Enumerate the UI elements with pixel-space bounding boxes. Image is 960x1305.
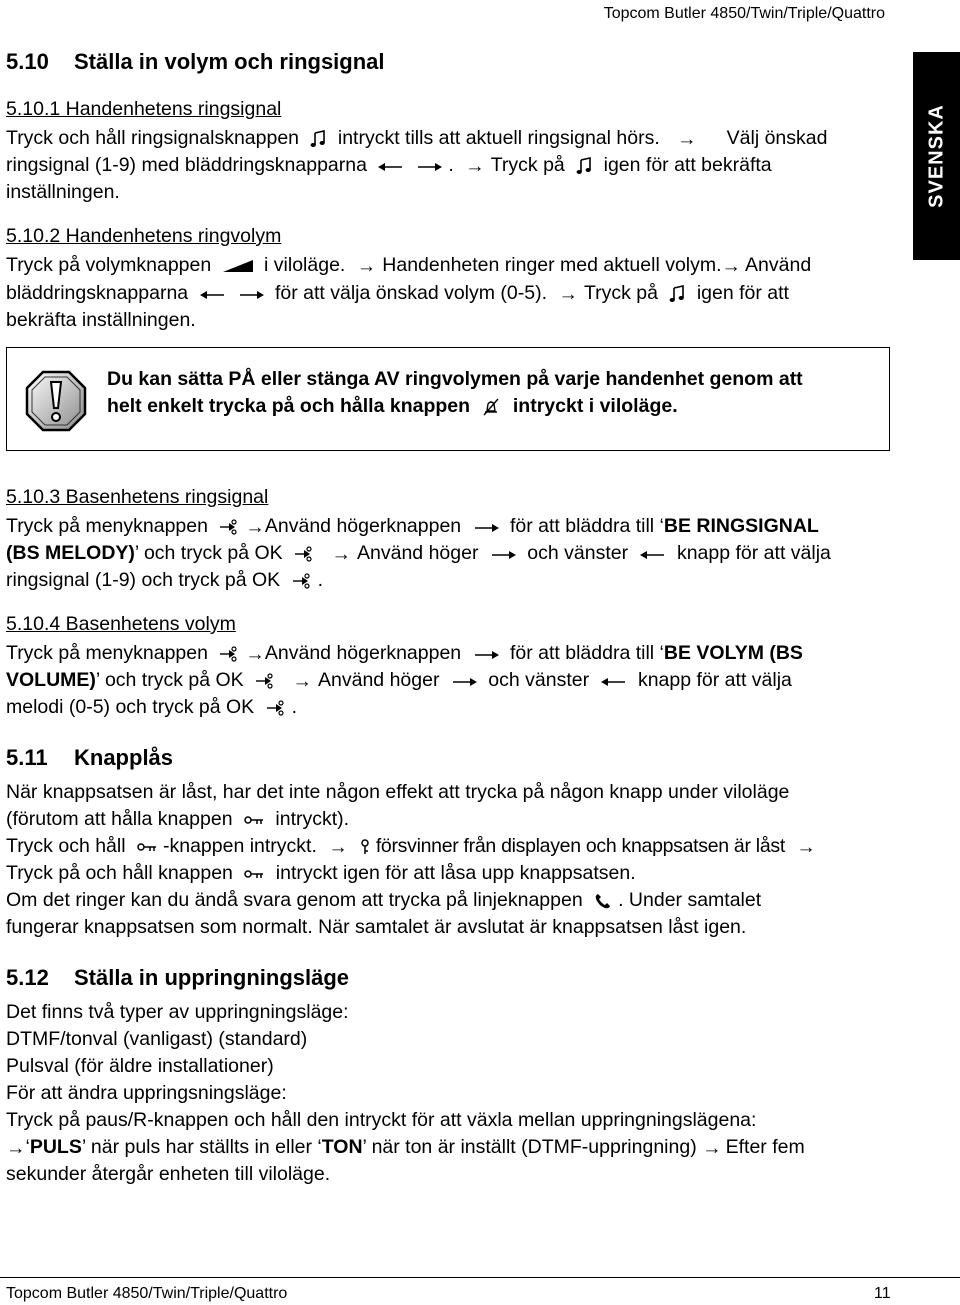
paragraph-line: (BS MELODY)’ och tryck på OK → Använd höger och vänster knapp för att välja <box>6 542 831 565</box>
section-title: Knapplås <box>74 745 174 770</box>
section-number: 5.11 <box>6 745 48 770</box>
note-box <box>6 347 890 451</box>
paragraph-line: Tryck på volymknappen i viloläge. → Handenheten ringer med aktuell volym.→ Använd <box>6 254 812 277</box>
paragraph-line: När knappsatsen är låst, har det inte någon effekt att trycka på någon knapp under viloläge <box>6 781 790 803</box>
scroll-left-icon <box>601 675 627 687</box>
scroll-left-icon <box>640 548 666 560</box>
section-number: 5.10 <box>6 49 49 74</box>
arrow-right-icon: → <box>702 1136 722 1159</box>
subsection-heading-5-10-4: 5.10.4 Basenhetens volym <box>6 613 236 635</box>
paragraph-line: VOLUME)’ och tryck på OK → Använd höger och vänster knapp för att välja <box>6 669 792 692</box>
paragraph-line: Pulsval (för äldre installationer) <box>6 1055 274 1077</box>
paragraph-line: Tryck på menyknappen →Använd högerknappen för att bläddra till ‘BE VOLYM (BS <box>6 642 803 665</box>
key-icon <box>244 815 264 825</box>
paragraph-line: Tryck på paus/R-knappen och håll den intryckt för att växla mellan uppringningslägena: <box>6 1109 757 1131</box>
page-number: 11 <box>874 1285 891 1302</box>
footer-rule <box>0 1277 960 1278</box>
paragraph-line: bläddringsknapparna för att välja önskad volym (0-5). → Tryck på igen för att <box>6 282 789 305</box>
subsection-heading-5-10-2: 5.10.2 Handenhetens ringvolym <box>6 225 282 247</box>
section-heading-5-11 <box>6 746 173 770</box>
language-tab-label: SVENSKA <box>925 104 947 208</box>
section-number: 5.12 <box>6 965 49 990</box>
arrow-right-icon: → <box>558 282 578 305</box>
subsection-heading-5-10-3: 5.10.3 Basenhetens ringsignal <box>6 486 269 508</box>
phone-handset-icon <box>594 892 612 910</box>
paragraph-line: →‘PULS’ när puls har ställts in eller ‘TON’ när ton är inställt (DTMF-uppringning) → Efter fem <box>6 1136 805 1159</box>
arrow-right-icon: → <box>677 127 697 150</box>
subsection-heading-5-10-1: 5.10.1 Handenhetens ringsignal <box>6 98 282 120</box>
ringer-off-icon <box>481 397 501 417</box>
note-line: helt enkelt trycka på och hålla knappen intryckt i viloläge. <box>107 395 678 417</box>
paragraph-line: Tryck på menyknappen →Använd högerknappen för att bläddra till ‘BE RINGSIGNAL <box>6 515 819 538</box>
menu-ok-icon <box>255 672 275 690</box>
scroll-right-icon <box>490 548 516 560</box>
scroll-right-icon <box>416 160 442 172</box>
paragraph-line: Tryck och håll -knappen intryckt. → försvinner från displayen och knappsatsen är låst → <box>6 835 816 858</box>
menu-ok-icon <box>219 645 239 663</box>
warning-icon <box>25 370 87 432</box>
paragraph-line: bekräfta inställningen. <box>6 309 196 331</box>
key-icon <box>244 869 264 879</box>
scroll-right-icon <box>238 288 264 300</box>
section-heading-5-10 <box>6 50 385 74</box>
key-icon <box>137 842 157 852</box>
music-note-icon <box>669 285 685 303</box>
arrow-right-icon: → <box>356 254 377 277</box>
scroll-right-icon <box>473 521 499 533</box>
arrow-right-icon: → <box>331 542 352 565</box>
language-tab <box>913 52 960 260</box>
note-line: Du kan sätta PÅ eller stänga AV ringvolymen på varje handenhet genom att <box>107 368 803 390</box>
section-title: Ställa in uppringningsläge <box>74 965 350 990</box>
music-note-icon <box>576 157 592 175</box>
arrow-right-icon: → <box>245 642 265 665</box>
arrow-right-icon: → <box>328 835 348 858</box>
footer-product: Topcom Butler 4850/Twin/Triple/Quattro <box>6 1285 288 1302</box>
arrow-right-icon: → <box>796 835 816 858</box>
arrow-right-icon: → <box>465 154 485 177</box>
section-heading-5-12 <box>6 966 349 990</box>
page-header-product: Topcom Butler 4850/Twin/Triple/Quattro <box>603 5 885 22</box>
scroll-right-icon <box>473 648 499 660</box>
paragraph-line: Det finns två typer av uppringningsläge: <box>6 1001 349 1023</box>
section-title: Ställa in volym och ringsignal <box>74 49 385 74</box>
arrow-right-icon: → <box>721 254 742 277</box>
lock-icon <box>360 839 370 855</box>
music-note-icon <box>310 130 326 148</box>
scroll-left-icon <box>200 288 226 300</box>
menu-ok-icon <box>266 699 286 717</box>
paragraph-line: DTMF/tonval (vanligast) (standard) <box>6 1028 308 1050</box>
scroll-right-icon <box>451 675 477 687</box>
arrow-right-icon: → <box>6 1136 26 1159</box>
paragraph-line: Tryck och håll ringsignalsknappen intryckt tills att aktuell ringsignal hörs. → Välj önskad <box>6 127 828 150</box>
paragraph-line: ringsignal (1-9) med bläddringsknapparna . → Tryck på igen för att bekräfta <box>6 154 772 177</box>
paragraph-line: melodi (0-5) och tryck på OK . <box>6 696 298 718</box>
paragraph-line: För att ändra uppringsningsläge: <box>6 1082 287 1104</box>
paragraph-line: (förutom att hålla knappen intryckt). <box>6 808 350 830</box>
menu-ok-icon <box>294 545 314 563</box>
scroll-left-icon <box>378 160 404 172</box>
arrow-right-icon: → <box>292 669 313 692</box>
arrow-right-icon: → <box>245 515 265 538</box>
paragraph-line: fungerar knappsatsen som normalt. När samtalet är avslutat är knappsatsen låst igen. <box>6 916 747 938</box>
menu-ok-icon <box>219 518 239 536</box>
paragraph-line: sekunder återgår enheten till viloläge. <box>6 1163 331 1185</box>
paragraph-line: Om det ringer kan du ändå svara genom att trycka på linjeknappen . Under samtalet <box>6 889 762 911</box>
paragraph-line: ringsignal (1-9) och tryck på OK . <box>6 569 324 591</box>
volume-icon <box>223 259 253 273</box>
menu-ok-icon <box>292 572 312 590</box>
paragraph-line: inställningen. <box>6 181 120 203</box>
paragraph-line: Tryck på och håll knappen intryckt igen för att låsa upp knappsatsen. <box>6 862 636 884</box>
